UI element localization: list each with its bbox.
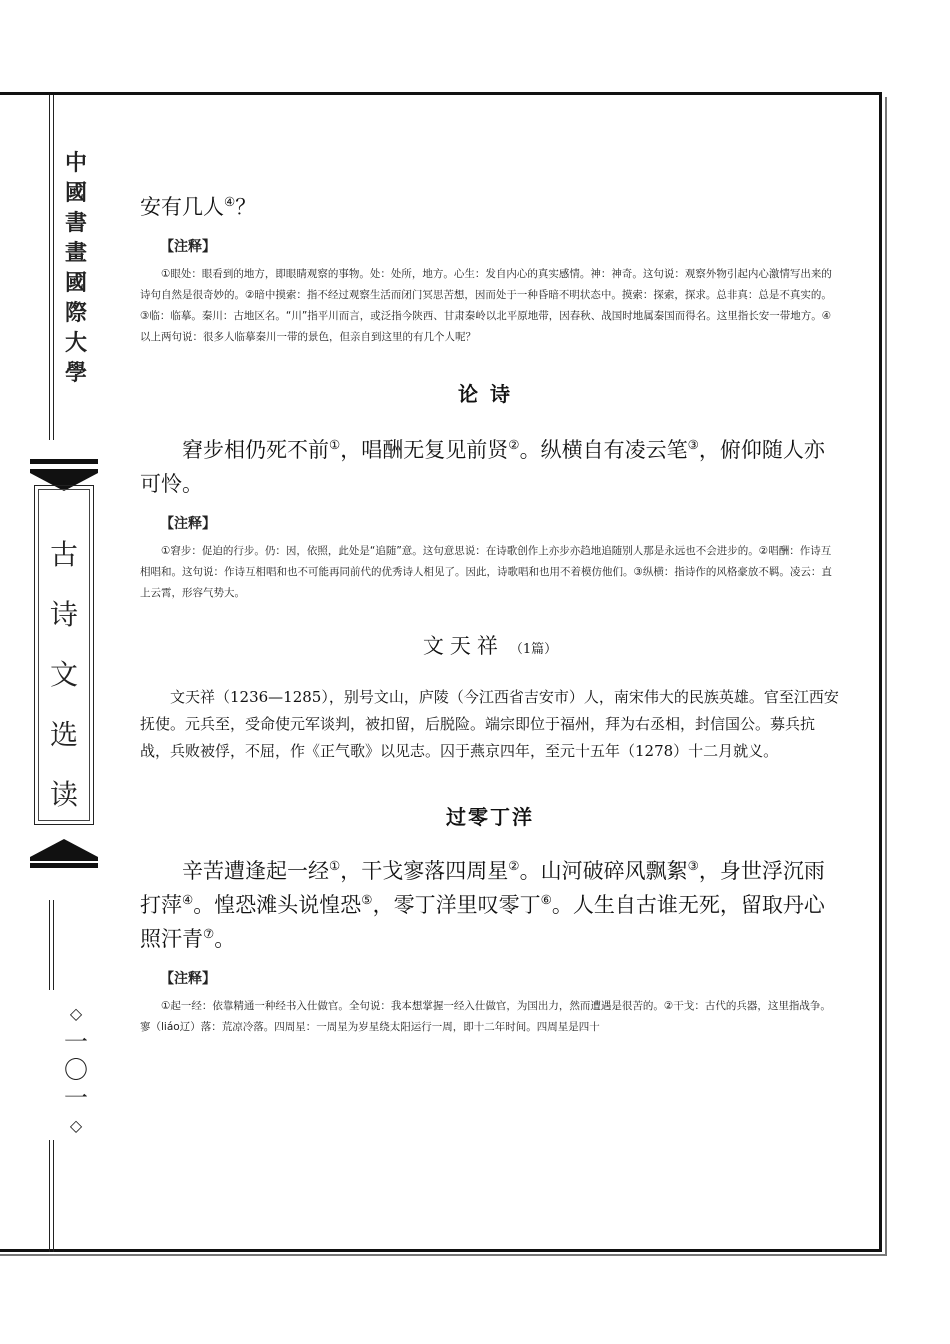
section-label-box <box>22 455 106 875</box>
section-char: 选 <box>49 718 78 751</box>
sidebar-rule-top <box>49 95 50 440</box>
author-poem-count: （1篇） <box>509 642 558 657</box>
poem-text-lunshi: 窘步相仍死不前①，唱酬无复见前贤②。纵横自有凌云笔③，俯仰随人亦可怜。 <box>140 437 825 496</box>
page-number-char: 〇 <box>64 1056 88 1084</box>
page-number-char: ◇ <box>69 1004 83 1023</box>
section-char: 古 <box>49 538 78 571</box>
notes-heading: 【注释】 <box>160 516 216 532</box>
page-number-char: ◇ <box>69 1116 83 1135</box>
poem-title-guolingdingyang: 过零丁洋 <box>446 805 534 829</box>
page-number-char: 一 <box>64 1084 88 1112</box>
university-char: 大 <box>64 330 87 356</box>
continued-poem-line: 安有几人④？ <box>140 194 257 219</box>
author-name: 文天祥 <box>422 634 504 658</box>
sidebar-rule-bottom <box>49 1140 50 1252</box>
notes-heading: 【注释】 <box>160 971 216 987</box>
notes-block-3: ①起一经：依靠精通一种经书入仕做官。全句说：我本想掌握一经入仕做官，为国出力，然而遭遇是很苦的。②干戈：古代的兵器，这里指战争。寥（liáo辽）落：荒凉冷落。四周星：一周星为岁星绕太阳运行一周，即十二年时间。四周星是四十 <box>140 1000 831 1033</box>
section-char: 读 <box>49 778 78 811</box>
university-char: 國 <box>64 180 87 206</box>
university-char: 畫 <box>64 240 87 266</box>
notes-block-2: ①窘步：促迫的行步。仍：因，依照，此处是“追随”意。这句意思说：在诗歌创作上亦步亦趋地追随别人那是永远也不会进步的。②唱酬：作诗互相唱和。这句说：作诗互相唱和也不可能再同前代的优秀诗人相见了。因此，诗歌唱和也用不着模仿他们。③纵横：指诗作的风格豪放不羁。凌云：直上云霄，形容气势大。 <box>140 545 832 599</box>
sidebar-rule-top-2 <box>53 95 54 440</box>
section-bar-top <box>30 459 98 464</box>
university-char: 學 <box>64 360 87 386</box>
university-char: 際 <box>64 300 87 326</box>
notes-block-1: ①眼处：眼看到的地方，即眼睛观察的事物。处：处所，地方。心生：发自内心的真实感情。神：神奇。这句说：观察外物引起内心激情写出来的诗句自然是很奇妙的。②暗中摸索：指不经过观察生活而闭门冥思苦想，因而处于一种昏暗不明状态中。摸索：探索，探求。总非真：总是不真实的。③临：临摹。秦川：古地区名。“川”指平川而言，或泛指今陕西、甘肃秦岭以北平原地带，因春秋、战国时地属秦国而得名。这里指长安一带地方。④以上两句说：很多人临摹秦川一带的景色，但亲自到这里的有几个人呢？ <box>140 268 832 343</box>
section-char: 诗 <box>49 598 78 631</box>
sidebar-rule-middle <box>49 900 50 990</box>
author-heading <box>140 630 840 660</box>
poem-title-lunshi: 论诗 <box>458 382 522 406</box>
notes-heading: 【注释】 <box>160 239 216 255</box>
page-number-char: 一 <box>64 1028 88 1056</box>
section-char: 文 <box>49 658 78 691</box>
section-arrow-bottom <box>30 839 98 861</box>
university-char: 中 <box>64 150 87 176</box>
main-content <box>140 190 840 1038</box>
author-bio: 文天祥（1236—1285），别号文山，庐陵（今江西省吉安市）人，南宋伟大的民族英雄。官至江西安抚使。元兵至，受命使元军谈判，被扣留，后脱险。端宗即位于福州，拜为右丞相，封信国公。募兵抗战，兵败被俘，不屈，作《正气歌》以见志。囚于燕京四年，至元十五年（1278）十二月就义。 <box>140 688 839 760</box>
page-number <box>58 1000 94 1140</box>
university-name <box>64 148 88 388</box>
section-title <box>48 525 80 825</box>
university-char: 國 <box>64 270 87 296</box>
sidebar-rule-middle-2 <box>53 900 54 990</box>
poem-text-guolingdingyang: 辛苦遭逢起一经①，干戈寥落四周星②。山河破碎风飘絮③，身世浮沉雨打萍④。惶恐滩头说惶恐⑤，零丁洋里叹零丁⑥。人生自古谁无死，留取丹心照汗青⑦。 <box>140 858 825 951</box>
university-char: 書 <box>64 210 87 236</box>
sidebar-rule-bottom-2 <box>53 1140 54 1252</box>
section-bar-bottom <box>30 863 98 868</box>
